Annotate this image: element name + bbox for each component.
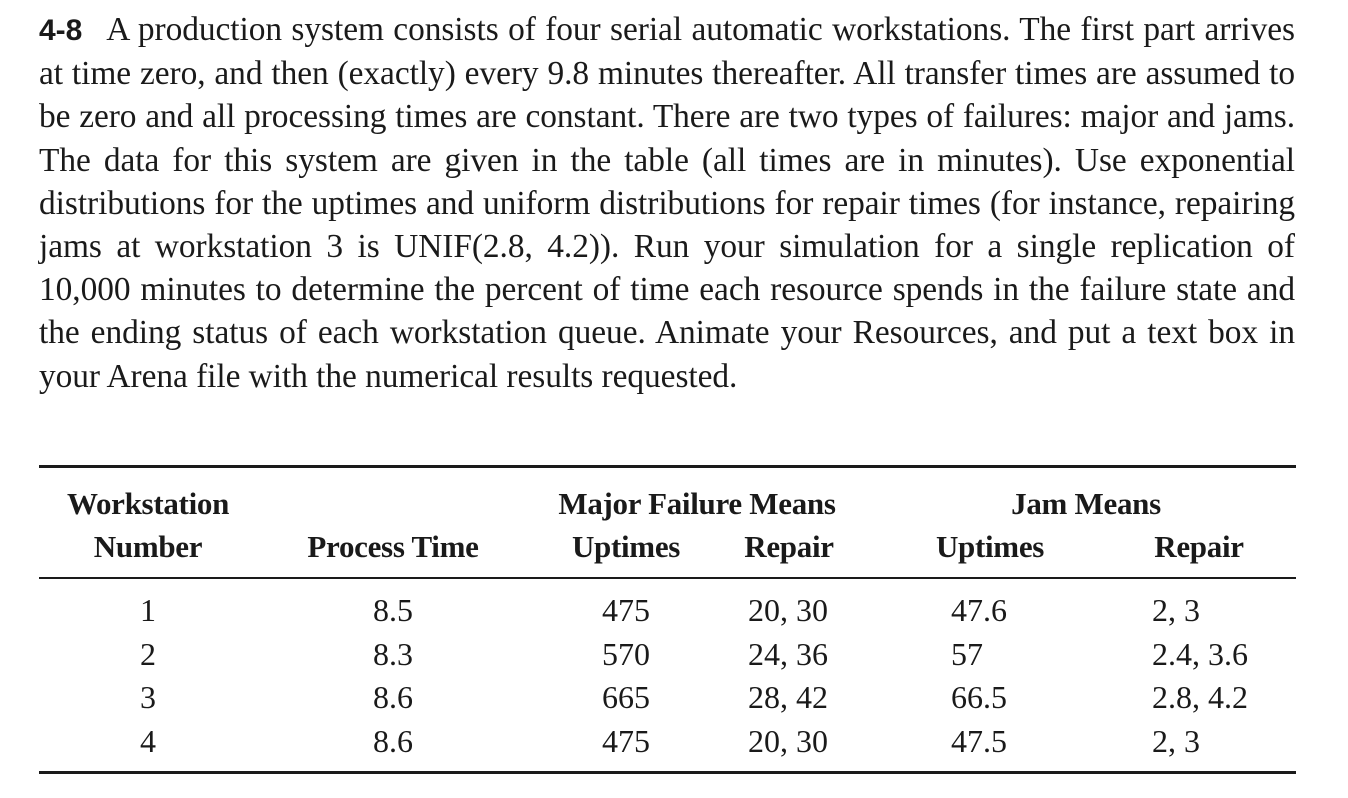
table-top-rule xyxy=(39,465,1296,468)
cell-process-time: 8.3 xyxy=(373,636,413,672)
problem-text: A production system consists of four serial automatic workstations. The first part arrives at time zero, and then (exactly) every 9.8 minutes thereafter. All transfer times are assumed to be zero and all processing times are constant. There are two types of failures: major and jams. The data for this system are given in the table (all times are in minutes). Use exponential distributions for the uptimes and uniform distributions for repair times (for instance, repairing jams at workstation 3 is UNIF(2.8, 4.2)). Run your simulation for a single replication of 10,000 minutes to determine the percent of time each resource spends in the failure state and the ending status of each workstation queue. Animate your Resources, and put a text box in your Arena file with the numerical results requested. xyxy=(39,11,1295,395)
cell-workstation-number: 4 xyxy=(140,723,156,759)
header-jam-repair: Repair xyxy=(1154,529,1244,564)
problem-statement xyxy=(39,8,1295,398)
problem-number: 4-8 xyxy=(39,14,83,47)
header-major-failure-means: Major Failure Means xyxy=(558,486,836,521)
cell-workstation-number: 2 xyxy=(140,636,156,672)
cell-jam-repair: 2, 3 xyxy=(1152,723,1200,759)
cell-jam-repair: 2.8, 4.2 xyxy=(1152,679,1248,715)
cell-jam-uptime: 57 xyxy=(951,636,983,672)
cell-process-time: 8.6 xyxy=(373,723,413,759)
cell-major-repair: 28, 42 xyxy=(748,679,828,715)
cell-workstation-number: 3 xyxy=(140,679,156,715)
cell-workstation-number: 1 xyxy=(140,592,156,628)
cell-jam-uptime: 47.5 xyxy=(951,723,1007,759)
header-number: Number xyxy=(93,529,203,564)
table-header-rule xyxy=(39,577,1296,579)
header-major-repair: Repair xyxy=(744,529,834,564)
header-jam-uptimes: Uptimes xyxy=(935,529,1045,564)
cell-major-repair: 20, 30 xyxy=(748,723,828,759)
header-major-uptimes: Uptimes xyxy=(571,529,681,564)
header-workstation: Workstation xyxy=(66,486,230,521)
table-bottom-rule xyxy=(39,771,1296,774)
cell-major-uptime: 475 xyxy=(602,592,650,628)
cell-jam-repair: 2, 3 xyxy=(1152,592,1200,628)
cell-major-uptime: 475 xyxy=(602,723,650,759)
cell-process-time: 8.6 xyxy=(373,679,413,715)
cell-major-uptime: 665 xyxy=(602,679,650,715)
cell-jam-uptime: 66.5 xyxy=(951,679,1007,715)
cell-jam-uptime: 47.6 xyxy=(951,592,1007,628)
cell-major-uptime: 570 xyxy=(602,636,650,672)
cell-major-repair: 24, 36 xyxy=(748,636,828,672)
header-process-time: Process Time xyxy=(307,529,479,564)
cell-major-repair: 20, 30 xyxy=(748,592,828,628)
cell-jam-repair: 2.4, 3.6 xyxy=(1152,636,1248,672)
cell-process-time: 8.5 xyxy=(373,592,413,628)
header-jam-means: Jam Means xyxy=(1011,486,1161,521)
